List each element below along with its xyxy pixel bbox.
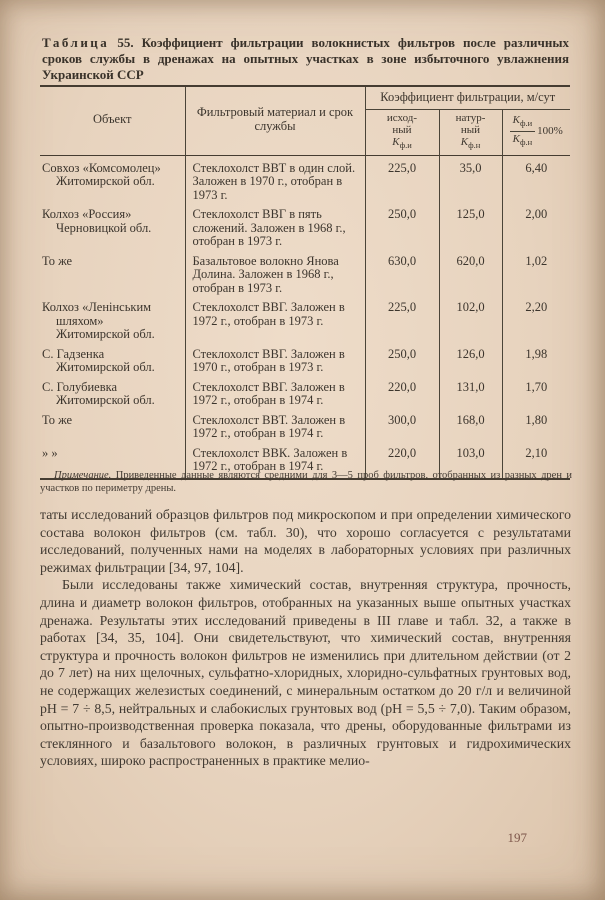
paragraph-continuation: таты исследований образцов фильтров под микроскопом и при определении химического состава волокон фильтров (см. табл. 30), что хорошо согласуется с результатами исследований, полученных нами на моделях в лабораторных условиях при различных режимах фильтрации [34, 97, 104]. bbox=[40, 507, 571, 575]
cell-k-initial: 220,0 bbox=[365, 379, 439, 412]
col-header-material: Фильтровый материал и срок службы bbox=[185, 86, 365, 155]
cell-k-initial: 250,0 bbox=[365, 206, 439, 253]
cell-k-initial: 225,0 bbox=[365, 299, 439, 346]
cell-k-ratio: 2,10 bbox=[502, 445, 570, 479]
table-row bbox=[40, 155, 570, 206]
paragraph-main: Были исследованы также химический состав, внутренняя структура, прочность, длина и диаметр волокон фильтров, отобранных на указанных выше опытных участках дренажа. Результаты этих исследований приведены в III главе и табл. 32, а также в работах [34, 35, 104]. Они свидетельствуют, что химический состав, внутренняя структура и прочность волокон фильтров не изменились при длительном действии (от 2 до 7 лет) на них щелочных, сульфатно-хлоридных, хлоридно-сульфатных грунтовых вод, не содержащих железистых соединений, с минеральным остатком до 20 г/л и величиной pH = 7 ÷ 8,5, нейтральных и слабокислых грунтовых вод (pH = 5,5 ÷ 7,0). Таким образом, опытно-производственная проверка показала, что дрены, оборудованные фильтрами из стеклянного и базальтового волокон, в различных грунтовых и гидрохимических условиях, широко распространенных в практике мелио- bbox=[40, 577, 571, 769]
k-initial-label-line1: исход- bbox=[386, 111, 418, 124]
k-natural-label-line1: натур- bbox=[455, 111, 486, 124]
k-ratio-formula bbox=[510, 114, 563, 147]
k-natural-symbol: $К_{ф.н}$ bbox=[460, 135, 481, 150]
body-text bbox=[40, 506, 571, 770]
k-ratio-denominator: $К_{ф.н}$ bbox=[512, 132, 533, 147]
filtration-data-table bbox=[40, 85, 570, 480]
cell-k-ratio: 2,20 bbox=[502, 299, 570, 346]
cell-material: Стеклохолст ВВГ. Заложен в 1972 г., отобран в 1974 г. bbox=[185, 379, 365, 412]
cell-k-natural: 102,0 bbox=[439, 299, 502, 346]
cell-k-initial: 220,0 bbox=[365, 445, 439, 479]
table-row bbox=[40, 346, 570, 379]
cell-k-initial: 630,0 bbox=[365, 253, 439, 300]
cell-object: » » bbox=[42, 445, 58, 460]
footnote-label: Примечание. bbox=[54, 470, 112, 481]
cell-object: Колхоз «Ленінським шляхом» Житомирской обл. bbox=[42, 300, 155, 342]
table-header bbox=[40, 86, 570, 155]
cell-k-initial: 225,0 bbox=[365, 155, 439, 206]
cell-object: Совхоз «Комсомолец» Житомирской обл. bbox=[42, 160, 161, 189]
col-header-k-ratio bbox=[502, 109, 570, 155]
k-ratio-percent-suffix: 100% bbox=[537, 125, 563, 138]
cell-material: Стеклохолст ВВГ. Заложен в 1970 г., отобран в 1973 г. bbox=[185, 346, 365, 379]
cell-material: Стеклохолст ВВТ в один слой. Заложен в 1970 г., отобран в 1973 г. bbox=[185, 155, 365, 206]
cell-k-ratio: 1,80 bbox=[502, 412, 570, 445]
page-number: 197 bbox=[507, 830, 527, 845]
col-header-object: Объект bbox=[93, 112, 132, 127]
cell-k-initial: 300,0 bbox=[365, 412, 439, 445]
table-caption-text: Коэффициент фильтрации волокнистых фильтров после различных сроков службы в дренажах на опытных участках в зоне избыточного увлажнения Украинской ССР bbox=[42, 35, 570, 82]
col-header-k-initial bbox=[365, 109, 439, 155]
col-header-coefficient-group: Коэффициент фильтрации, м/сут bbox=[365, 86, 570, 109]
cell-material: Стеклохолст ВВТ. Заложен в 1972 г., отобран в 1974 г. bbox=[185, 412, 365, 445]
k-initial-symbol: $К_{ф.и}$ bbox=[392, 135, 412, 150]
table-row bbox=[40, 299, 570, 346]
cell-material: Стеклохолст ВВГ в пять сложений. Заложен в 1968 г., отобран в 1973 г. bbox=[185, 206, 365, 253]
table-body bbox=[40, 155, 570, 479]
footnote-text: Приведенные данные являются средними для 3—5 проб фильтров, отобранных из разных дрен и участков по периметру дрены. bbox=[40, 470, 572, 494]
cell-object: С. Гадзенка Житомирской обл. bbox=[42, 346, 155, 375]
cell-k-natural: 620,0 bbox=[439, 253, 502, 300]
col-header-k-natural bbox=[439, 109, 502, 155]
cell-k-natural: 168,0 bbox=[439, 412, 502, 445]
cell-k-ratio: 1,02 bbox=[502, 253, 570, 300]
table-caption bbox=[42, 35, 569, 83]
cell-k-ratio: 2,00 bbox=[502, 206, 570, 253]
cell-k-ratio: 1,98 bbox=[502, 346, 570, 379]
cell-k-initial: 250,0 bbox=[365, 346, 439, 379]
k-natural-label-line2: ный bbox=[460, 123, 481, 136]
cell-k-natural: 103,0 bbox=[439, 445, 502, 479]
table-row bbox=[40, 206, 570, 253]
cell-k-ratio: 1,70 bbox=[502, 379, 570, 412]
cell-k-ratio: 6,40 bbox=[502, 155, 570, 206]
cell-material: Базальтовое волокно Янова Долина. Заложен в 1968 г., отобран в 1973 г. bbox=[185, 253, 365, 300]
cell-object: То же bbox=[42, 253, 73, 268]
cell-material: Стеклохолст ВВК. Заложен в 1972 г., отобран в 1974 г. bbox=[185, 445, 365, 479]
cell-object: С. Голубиевка Житомирской обл. bbox=[42, 379, 155, 408]
table-row bbox=[40, 253, 570, 300]
cell-object: Колхоз «Россия» Черновицкой обл. bbox=[42, 207, 152, 235]
cell-material: Стеклохолст ВВГ. Заложен в 1972 г., отобран в 1973 г. bbox=[185, 299, 365, 346]
table-row bbox=[40, 379, 570, 412]
table-caption-word: Таблица bbox=[42, 35, 110, 50]
cell-k-natural: 131,0 bbox=[439, 379, 502, 412]
cell-k-natural: 125,0 bbox=[439, 206, 502, 253]
table-caption-number: 55. bbox=[117, 35, 134, 50]
k-initial-label-line2: ный bbox=[392, 123, 412, 136]
table-row bbox=[40, 412, 570, 445]
cell-object: То же bbox=[42, 412, 73, 427]
table-footnote bbox=[40, 469, 572, 495]
cell-k-natural: 126,0 bbox=[439, 346, 502, 379]
cell-k-natural: 35,0 bbox=[439, 155, 502, 206]
k-ratio-numerator: $К_{ф.и}$ bbox=[510, 114, 536, 131]
